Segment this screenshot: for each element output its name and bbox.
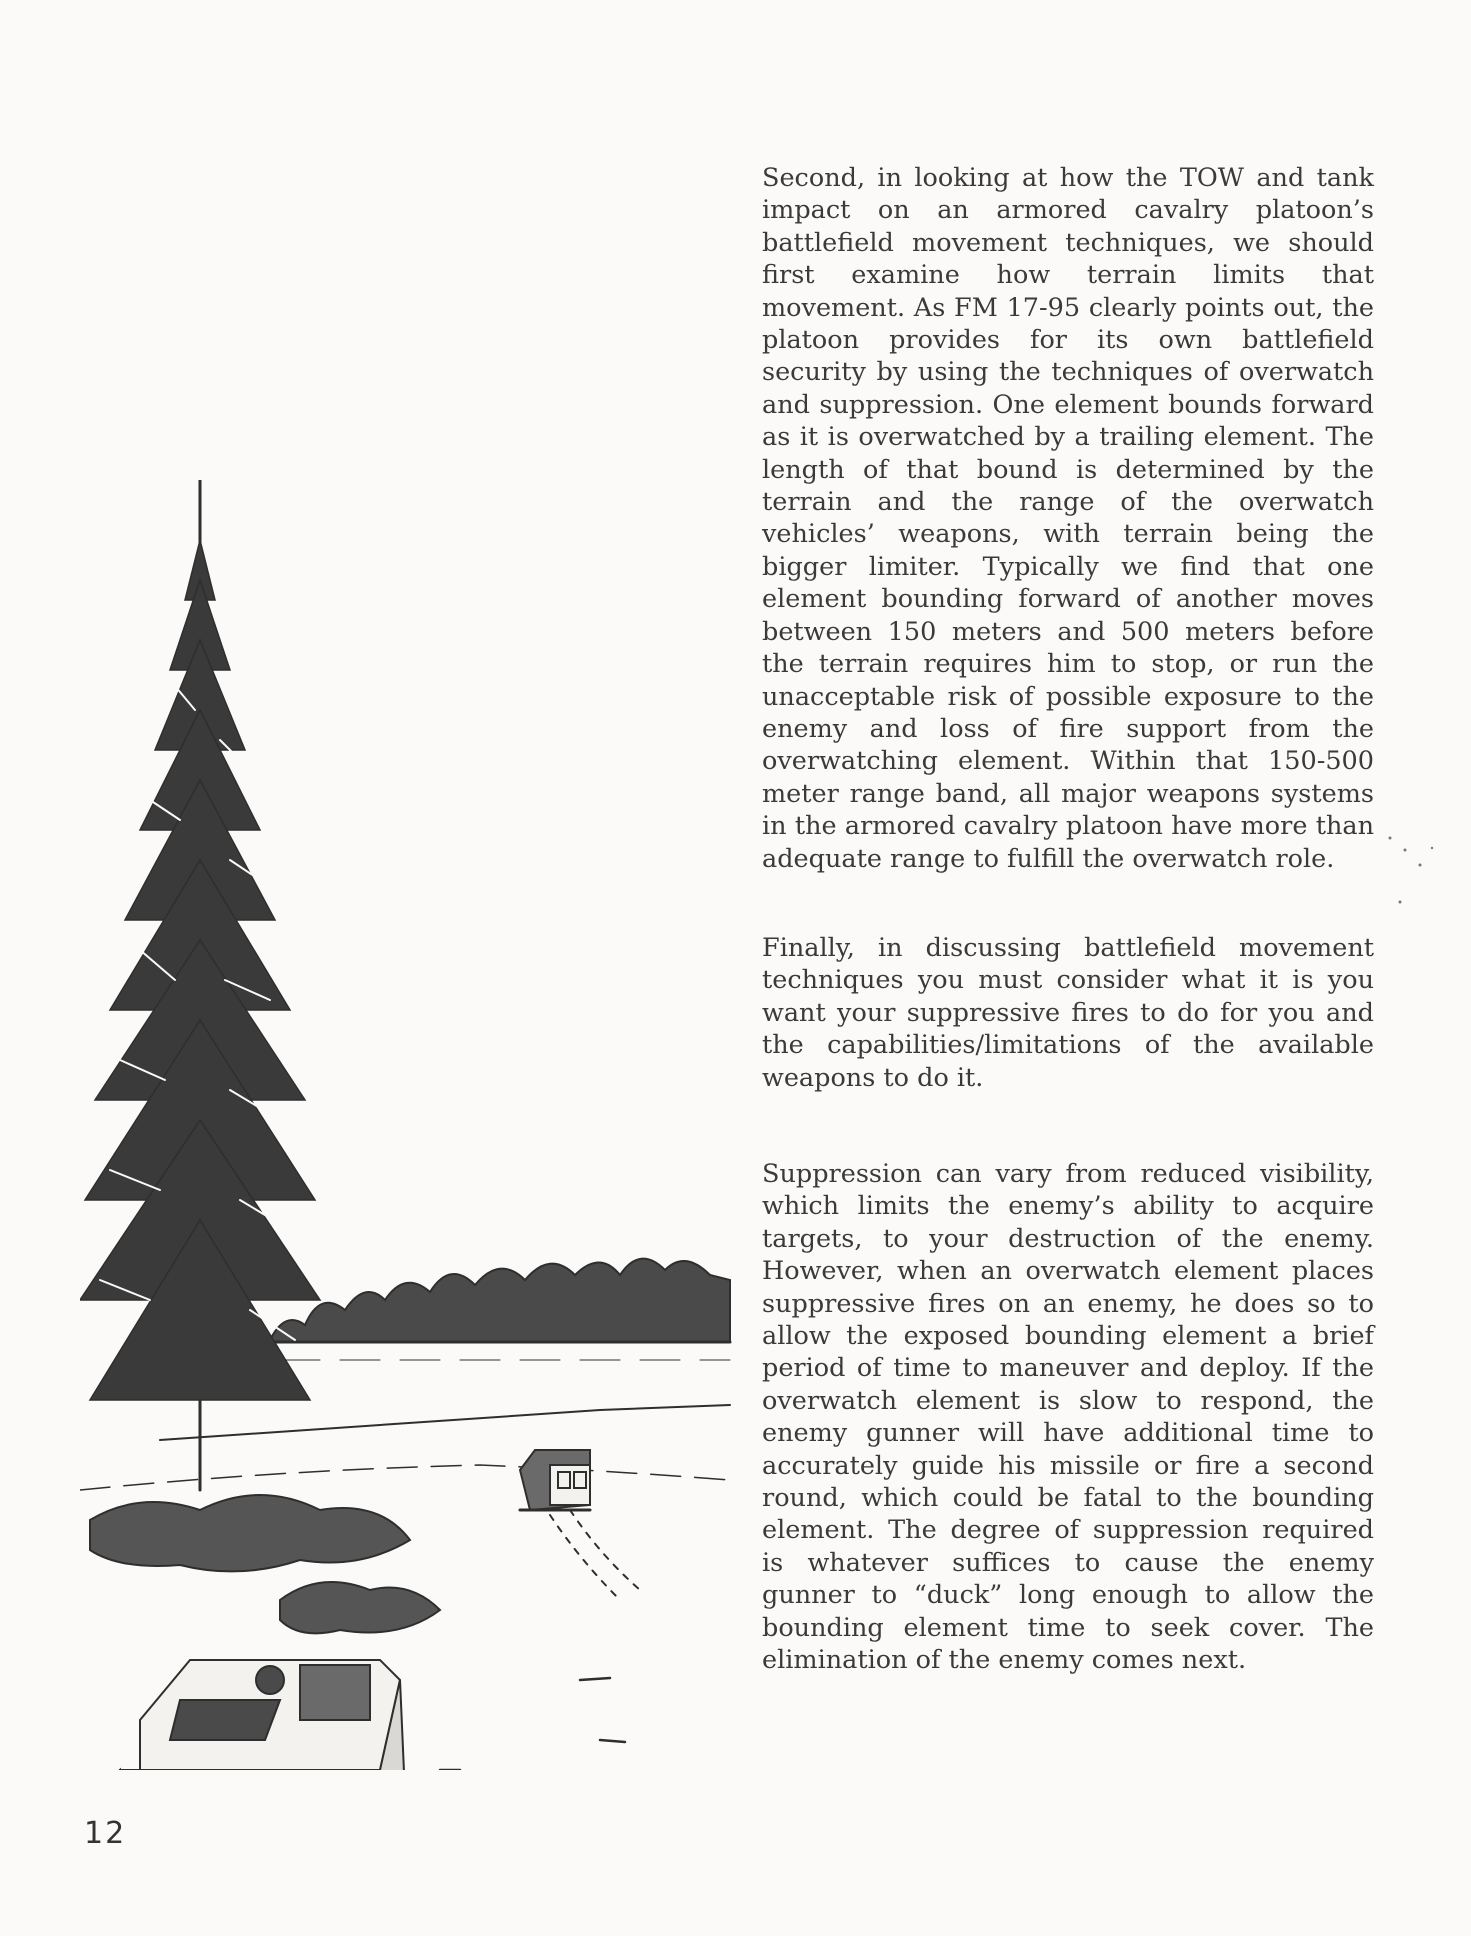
paragraph-text: Suppression can vary from reduced visibility, which limits the enemy’s ability to acquire targets, to your destruction of the enemy. However, when an overwatch element places suppressive fires on an enemy, he does so to allow the exposed bounding element a brief period of time to maneuver and deploy. If the overwatch element is slow to respond, the enemy gunner will have additional time to accurately guide his missile or fire a second round, which could be fatal to the bounding element. The degree of suppression required is whatever suffices to cause the enemy gunner to “duck” long enough to allow the bounding element time to seek cover. The elimination of the enemy comes next.: [762, 1159, 1374, 1676]
scan-specks: [1370, 820, 1470, 920]
far-vehicle: [520, 1450, 590, 1510]
paragraph-text: Second, in looking at how the TOW and tank impact on an armored cavalry platoon’s battlefield movement techniques, we should first examine how terrain limits that movement. As FM 17-95 clearly points out, the platoon provides for its own battlefield security by using the techniques of overwatch and suppression. One element bounds forward as it is overwatched by a trailing element. The length of that bound is determined by the terrain and the range of the overwatch vehicles’ weapons, with terrain being the bigger limiter. Typically we find that one element bounding forward of another moves between 150 meters and 500 meters before the terrain requires him to stop, or run the unacceptable risk of possible exposure to the enemy and loss of fire support from the overwatching element. Within that 150-500 meter range band, all major weapons systems in the armored cavalry platoon have more than adequate range to fulfill the overwatch role.: [762, 163, 1374, 874]
paragraph-text: Finally, in discussing battlefield movement techniques you must consider what it is you want your suppressive fires to do for you and the capabilities/limitations of the available weapons to do it.: [762, 933, 1374, 1093]
paragraph-1: [762, 162, 1374, 875]
paragraph-3: [762, 1158, 1374, 1677]
treeline: [270, 1259, 730, 1342]
illustration-armored-carriers: [80, 480, 740, 1770]
near-armored-carrier: [90, 1660, 420, 1770]
pine-tree: [80, 540, 320, 1400]
rocks: [90, 1495, 410, 1571]
page-number: 12: [84, 1816, 127, 1851]
paragraph-2: [762, 932, 1374, 1094]
